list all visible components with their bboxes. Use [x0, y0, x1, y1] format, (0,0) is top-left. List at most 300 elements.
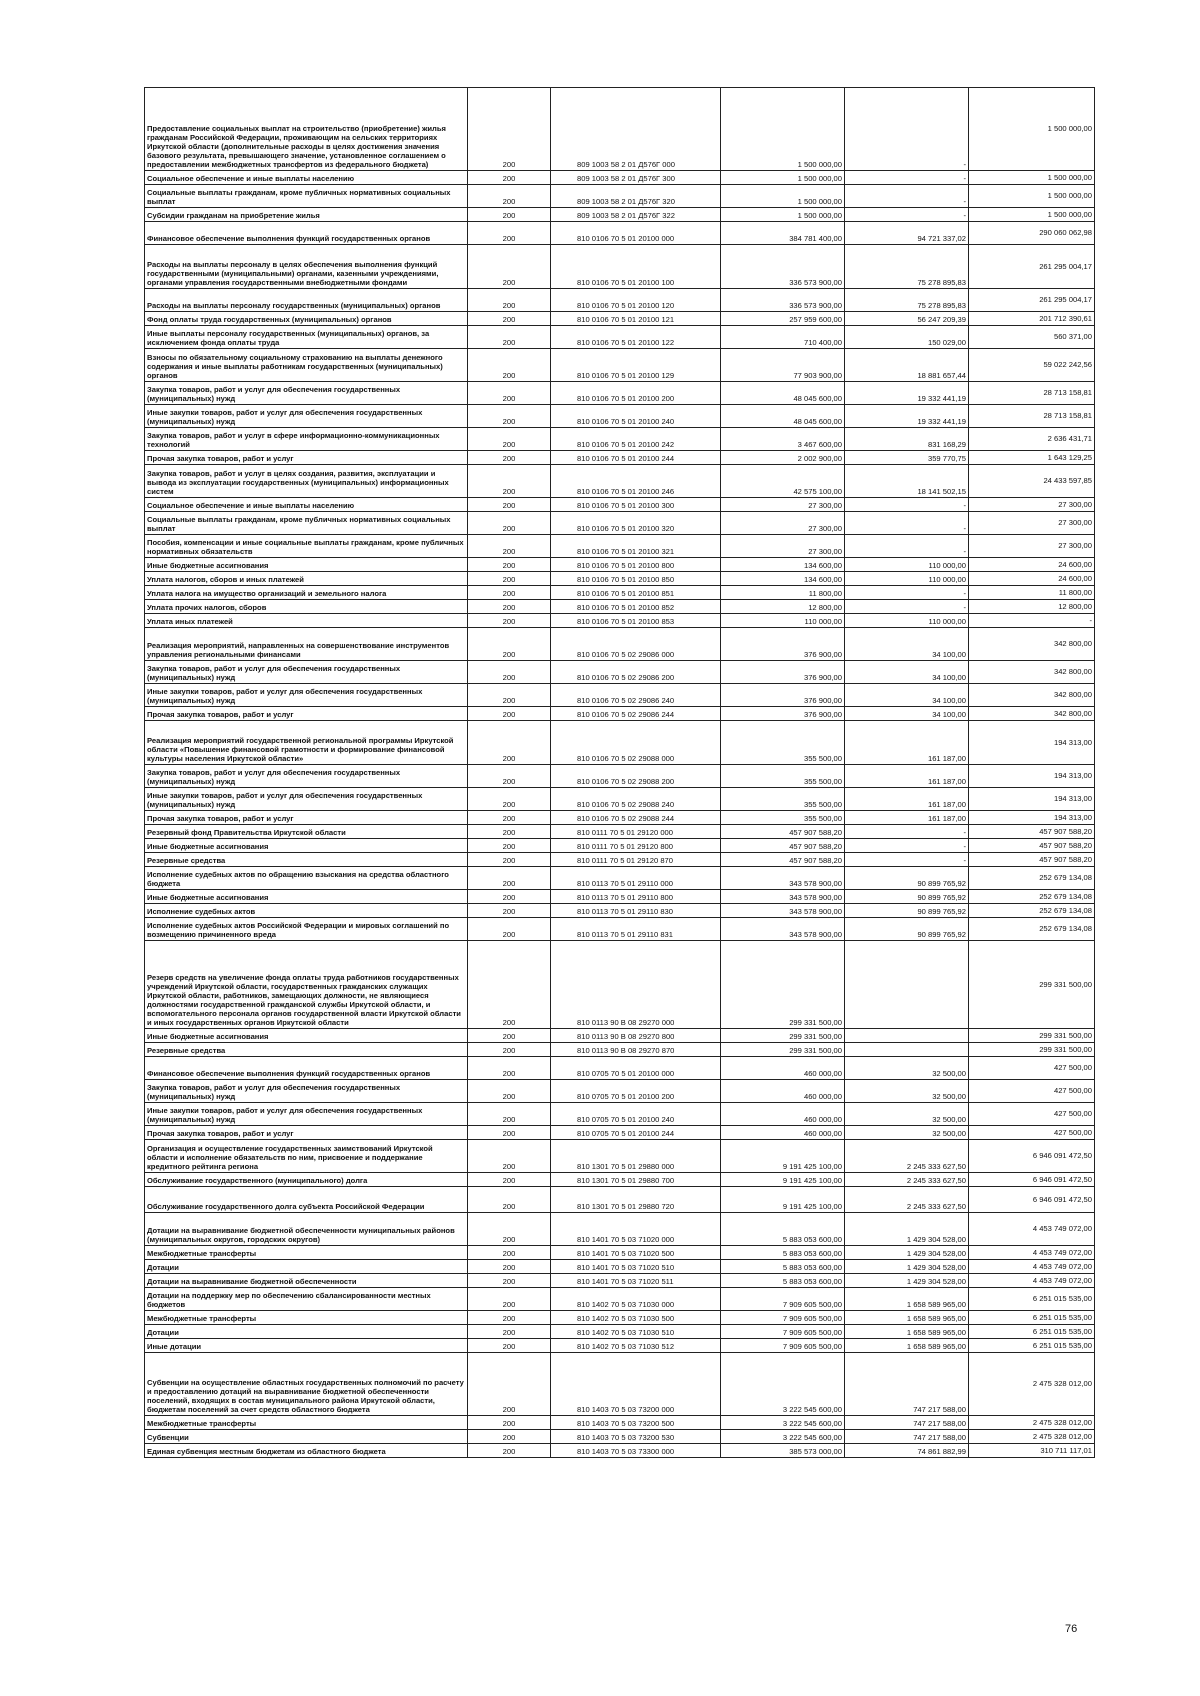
row-approved-cell: 355 500,00	[721, 811, 845, 825]
row-budget-code-cell: 810 0106 70 5 01 20100 000	[551, 222, 721, 245]
row-line-code-cell: 200	[468, 208, 551, 222]
row-executed-cell: 1 429 304 528,00	[845, 1213, 969, 1246]
table-row	[145, 904, 1095, 918]
row-budget-code-cell: 810 0106 70 5 02 29088 244	[551, 811, 721, 825]
row-remaining-cell: 299 331 500,00	[969, 1029, 1095, 1043]
row-executed-cell: 75 278 895,83	[845, 245, 969, 289]
row-remaining-cell: 6 946 091 472,50	[969, 1187, 1095, 1213]
row-line-code-cell: 200	[468, 451, 551, 465]
row-line-code-cell: 200	[468, 839, 551, 853]
row-budget-code-cell: 810 0106 70 5 01 20100 300	[551, 498, 721, 512]
row-executed-cell: 18 141 502,15	[845, 465, 969, 498]
row-remaining-cell: 194 313,00	[969, 811, 1095, 825]
row-budget-code-cell: 810 0106 70 5 01 20100 246	[551, 465, 721, 498]
row-budget-code-cell: 810 0106 70 5 01 20100 120	[551, 289, 721, 312]
row-line-code-cell: 200	[468, 614, 551, 628]
row-executed-cell	[845, 941, 969, 1029]
row-remaining-cell: 6 946 091 472,50	[969, 1140, 1095, 1173]
row-remaining-cell: 6 251 015 535,00	[969, 1325, 1095, 1339]
table-row	[145, 1274, 1095, 1288]
row-name-cell: Закупка товаров, работ и услуг для обеспечения государственных (муниципальных) нужд	[145, 1080, 468, 1103]
row-line-code-cell: 200	[468, 904, 551, 918]
table-row	[145, 185, 1095, 208]
row-line-code-cell: 200	[468, 1444, 551, 1458]
row-line-code-cell: 200	[468, 1126, 551, 1140]
row-name-cell: Обслуживание государственного (муниципального) долга	[145, 1173, 468, 1187]
row-budget-code-cell: 809 1003 58 2 01 Д576Г 320	[551, 185, 721, 208]
row-name-cell: Исполнение судебных актов Российской Федерации и мировых соглашений по возмещению причиненного вреда	[145, 918, 468, 941]
row-remaining-cell: 252 679 134,08	[969, 890, 1095, 904]
row-name-cell: Социальные выплаты гражданам, кроме публичных нормативных социальных выплат	[145, 185, 468, 208]
table-row	[145, 628, 1095, 661]
row-line-code-cell: 200	[468, 1430, 551, 1444]
row-budget-code-cell: 810 0705 70 5 01 20100 244	[551, 1126, 721, 1140]
row-remaining-cell: 1 643 129,25	[969, 451, 1095, 465]
row-budget-code-cell: 810 0113 90 В 08 29270 800	[551, 1029, 721, 1043]
row-remaining-cell: 1 500 000,00	[969, 88, 1095, 171]
row-approved-cell: 460 000,00	[721, 1126, 845, 1140]
row-name-cell: Предоставление социальных выплат на строительство (приобретение) жилья гражданам Российской Федерации, проживающим на сельских территориях Иркутской области (дополнительные расходы в целях достижения значения базового результата, превышающего значение, установленное соглашением о предоставлении межбюджетных трансфертов из федерального бюджета)	[145, 88, 468, 171]
row-line-code-cell: 200	[468, 825, 551, 839]
row-budget-code-cell: 810 1401 70 5 03 71020 500	[551, 1246, 721, 1260]
row-budget-code-cell: 810 0111 70 5 01 29120 000	[551, 825, 721, 839]
table-row	[145, 1288, 1095, 1311]
row-line-code-cell: 200	[468, 245, 551, 289]
row-name-cell: Финансовое обеспечение выполнения функций государственных органов	[145, 222, 468, 245]
row-executed-cell: 747 217 588,00	[845, 1353, 969, 1416]
row-name-cell: Прочая закупка товаров, работ и услуг	[145, 451, 468, 465]
row-executed-cell: -	[845, 825, 969, 839]
row-executed-cell: -	[845, 535, 969, 558]
row-budget-code-cell: 810 0106 70 5 01 20100 851	[551, 586, 721, 600]
row-approved-cell: 460 000,00	[721, 1080, 845, 1103]
row-line-code-cell: 200	[468, 661, 551, 684]
row-remaining-cell: 194 313,00	[969, 721, 1095, 765]
row-line-code-cell: 200	[468, 867, 551, 890]
row-executed-cell: 161 187,00	[845, 765, 969, 788]
budget-execution-table	[144, 87, 1095, 1458]
row-name-cell: Резервный фонд Правительства Иркутской области	[145, 825, 468, 839]
row-name-cell: Прочая закупка товаров, работ и услуг	[145, 707, 468, 721]
row-name-cell: Социальные выплаты гражданам, кроме публичных нормативных социальных выплат	[145, 512, 468, 535]
row-remaining-cell: 457 907 588,20	[969, 825, 1095, 839]
row-approved-cell: 299 331 500,00	[721, 1029, 845, 1043]
row-remaining-cell: 342 800,00	[969, 684, 1095, 707]
row-approved-cell: 9 191 425 100,00	[721, 1140, 845, 1173]
row-budget-code-cell: 810 1301 70 5 01 29880 000	[551, 1140, 721, 1173]
row-executed-cell: -	[845, 185, 969, 208]
row-line-code-cell: 200	[468, 171, 551, 185]
row-name-cell: Иные дотации	[145, 1339, 468, 1353]
table-row	[145, 245, 1095, 289]
row-line-code-cell: 200	[468, 1103, 551, 1126]
row-budget-code-cell: 810 1401 70 5 03 71020 000	[551, 1213, 721, 1246]
table-row	[145, 1311, 1095, 1325]
row-budget-code-cell: 810 0106 70 5 01 20100 122	[551, 326, 721, 349]
row-line-code-cell: 200	[468, 600, 551, 614]
row-remaining-cell: 4 453 749 072,00	[969, 1274, 1095, 1288]
table-row	[145, 1057, 1095, 1080]
row-line-code-cell: 200	[468, 312, 551, 326]
row-remaining-cell: 560 371,00	[969, 326, 1095, 349]
row-remaining-cell: 24 600,00	[969, 558, 1095, 572]
table-body	[145, 88, 1095, 1458]
table-row	[145, 684, 1095, 707]
row-approved-cell: 9 191 425 100,00	[721, 1173, 845, 1187]
row-line-code-cell: 200	[468, 222, 551, 245]
row-budget-code-cell: 810 0705 70 5 01 20100 000	[551, 1057, 721, 1080]
row-name-cell: Закупка товаров, работ и услуг в целях создания, развития, эксплуатации и вывода из эксплуатации государственных (муниципальных) информационных систем	[145, 465, 468, 498]
row-remaining-cell: 252 679 134,08	[969, 867, 1095, 890]
row-name-cell: Субвенции	[145, 1430, 468, 1444]
row-budget-code-cell: 810 0106 70 5 01 20100 321	[551, 535, 721, 558]
row-name-cell: Резерв средств на увеличение фонда оплаты труда работников государственных учреждений Иркутской области, государственных гражданских служащих Иркутской области, работников, замещающих должности, не являющиеся должностями государственной гражданской службы Иркутской области, и вспомогательного персонала органов государственной власти Иркутской области и иных государственных органов Иркутской области	[145, 941, 468, 1029]
table-row	[145, 428, 1095, 451]
row-remaining-cell: 2 636 431,71	[969, 428, 1095, 451]
table-row	[145, 535, 1095, 558]
row-executed-cell: -	[845, 853, 969, 867]
row-line-code-cell: 200	[468, 1173, 551, 1187]
row-approved-cell: 299 331 500,00	[721, 1043, 845, 1057]
row-remaining-cell: 2 475 328 012,00	[969, 1416, 1095, 1430]
table-row	[145, 839, 1095, 853]
row-line-code-cell: 200	[468, 465, 551, 498]
row-executed-cell: 1 658 589 965,00	[845, 1339, 969, 1353]
row-name-cell: Пособия, компенсации и иные социальные выплаты гражданам, кроме публичных нормативных обязательств	[145, 535, 468, 558]
row-name-cell: Межбюджетные трансферты	[145, 1416, 468, 1430]
row-budget-code-cell: 810 0113 70 5 01 29110 800	[551, 890, 721, 904]
row-approved-cell: 7 909 605 500,00	[721, 1311, 845, 1325]
row-remaining-cell: 4 453 749 072,00	[969, 1246, 1095, 1260]
row-name-cell: Взносы по обязательному социальному страхованию на выплаты денежного содержания и иные выплаты работникам государственных (муниципальных) органов	[145, 349, 468, 382]
row-remaining-cell: 299 331 500,00	[969, 1043, 1095, 1057]
row-executed-cell: -	[845, 600, 969, 614]
row-executed-cell: 34 100,00	[845, 684, 969, 707]
row-approved-cell: 27 300,00	[721, 535, 845, 558]
row-approved-cell: 7 909 605 500,00	[721, 1339, 845, 1353]
row-line-code-cell: 200	[468, 1187, 551, 1213]
row-line-code-cell: 200	[468, 788, 551, 811]
row-approved-cell: 7 909 605 500,00	[721, 1288, 845, 1311]
row-executed-cell: -	[845, 586, 969, 600]
row-remaining-cell: 342 800,00	[969, 661, 1095, 684]
row-approved-cell: 27 300,00	[721, 498, 845, 512]
row-budget-code-cell: 810 1403 70 5 03 73200 500	[551, 1416, 721, 1430]
row-name-cell: Расходы на выплаты персоналу в целях обеспечения выполнения функций государственными (муниципальными) органами, казенными учреждениями, органами управления государственными внебюджетными фондами	[145, 245, 468, 289]
row-line-code-cell: 200	[468, 498, 551, 512]
row-executed-cell: 90 899 765,92	[845, 904, 969, 918]
row-line-code-cell: 200	[468, 1043, 551, 1057]
row-budget-code-cell: 810 1301 70 5 01 29880 720	[551, 1187, 721, 1213]
row-executed-cell: -	[845, 498, 969, 512]
row-budget-code-cell: 810 0106 70 5 01 20100 320	[551, 512, 721, 535]
row-approved-cell: 3 467 600,00	[721, 428, 845, 451]
table-row	[145, 171, 1095, 185]
row-remaining-cell: 28 713 158,81	[969, 405, 1095, 428]
row-budget-code-cell: 810 0106 70 5 01 20100 244	[551, 451, 721, 465]
row-executed-cell: 56 247 209,39	[845, 312, 969, 326]
row-approved-cell: 355 500,00	[721, 721, 845, 765]
row-name-cell: Иные бюджетные ассигнования	[145, 890, 468, 904]
table-row	[145, 1043, 1095, 1057]
row-remaining-cell: 1 500 000,00	[969, 185, 1095, 208]
row-approved-cell: 5 883 053 600,00	[721, 1260, 845, 1274]
row-line-code-cell: 200	[468, 572, 551, 586]
row-remaining-cell: 24 433 597,85	[969, 465, 1095, 498]
row-approved-cell: 457 907 588,20	[721, 825, 845, 839]
row-line-code-cell: 200	[468, 721, 551, 765]
row-name-cell: Иные закупки товаров, работ и услуг для обеспечения государственных (муниципальных) нужд	[145, 788, 468, 811]
row-executed-cell: 161 187,00	[845, 788, 969, 811]
row-name-cell: Дотации на выравнивание бюджетной обеспеченности	[145, 1274, 468, 1288]
table-row	[145, 1339, 1095, 1353]
table-row	[145, 721, 1095, 765]
row-remaining-cell: 6 946 091 472,50	[969, 1173, 1095, 1187]
row-approved-cell: 336 573 900,00	[721, 245, 845, 289]
row-executed-cell: 94 721 337,02	[845, 222, 969, 245]
row-line-code-cell: 200	[468, 853, 551, 867]
row-budget-code-cell: 810 0106 70 5 01 20100 853	[551, 614, 721, 628]
row-name-cell: Организация и осуществление государственных заимствований Иркутской области и исполнение обязательств по ним, присвоение и поддержание кредитного рейтинга региона	[145, 1140, 468, 1173]
row-budget-code-cell: 810 1402 70 5 03 71030 500	[551, 1311, 721, 1325]
table-row	[145, 1029, 1095, 1043]
row-executed-cell: 34 100,00	[845, 707, 969, 721]
table-row	[145, 600, 1095, 614]
row-budget-code-cell: 810 0106 70 5 01 20100 852	[551, 600, 721, 614]
row-executed-cell: 747 217 588,00	[845, 1416, 969, 1430]
row-budget-code-cell: 810 0705 70 5 01 20100 200	[551, 1080, 721, 1103]
row-executed-cell: 359 770,75	[845, 451, 969, 465]
table-row	[145, 222, 1095, 245]
table-row	[145, 382, 1095, 405]
row-approved-cell: 110 000,00	[721, 614, 845, 628]
row-executed-cell: 1 658 589 965,00	[845, 1288, 969, 1311]
row-approved-cell: 710 400,00	[721, 326, 845, 349]
table-row	[145, 1260, 1095, 1274]
row-remaining-cell: 194 313,00	[969, 765, 1095, 788]
row-remaining-cell: 59 022 242,56	[969, 349, 1095, 382]
row-budget-code-cell: 810 0113 90 В 08 29270 870	[551, 1043, 721, 1057]
row-approved-cell: 376 900,00	[721, 661, 845, 684]
row-approved-cell: 134 600,00	[721, 572, 845, 586]
table-row	[145, 208, 1095, 222]
row-executed-cell: 1 658 589 965,00	[845, 1325, 969, 1339]
row-approved-cell: 7 909 605 500,00	[721, 1325, 845, 1339]
row-executed-cell: -	[845, 171, 969, 185]
row-approved-cell: 355 500,00	[721, 765, 845, 788]
row-line-code-cell: 200	[468, 558, 551, 572]
row-budget-code-cell: 810 1301 70 5 01 29880 700	[551, 1173, 721, 1187]
row-approved-cell: 343 578 900,00	[721, 890, 845, 904]
table-row	[145, 661, 1095, 684]
row-executed-cell: 19 332 441,19	[845, 405, 969, 428]
row-approved-cell: 134 600,00	[721, 558, 845, 572]
table-row	[145, 586, 1095, 600]
table-row	[145, 1353, 1095, 1416]
row-executed-cell: 2 245 333 627,50	[845, 1140, 969, 1173]
table-row	[145, 1246, 1095, 1260]
row-name-cell: Реализация мероприятий, направленных на совершенствование инструментов управления региональными финансами	[145, 628, 468, 661]
table-row	[145, 405, 1095, 428]
row-executed-cell: 90 899 765,92	[845, 890, 969, 904]
table-row	[145, 941, 1095, 1029]
row-line-code-cell: 200	[468, 326, 551, 349]
row-line-code-cell: 200	[468, 1029, 551, 1043]
row-remaining-cell: 252 679 134,08	[969, 904, 1095, 918]
row-budget-code-cell: 810 0106 70 5 02 29088 240	[551, 788, 721, 811]
table-row	[145, 349, 1095, 382]
row-name-cell: Иные закупки товаров, работ и услуг для обеспечения государственных (муниципальных) нужд	[145, 405, 468, 428]
table-row	[145, 498, 1095, 512]
row-name-cell: Иные бюджетные ассигнования	[145, 1029, 468, 1043]
row-approved-cell: 299 331 500,00	[721, 941, 845, 1029]
row-executed-cell: 161 187,00	[845, 811, 969, 825]
table-row	[145, 811, 1095, 825]
row-budget-code-cell: 810 0106 70 5 01 20100 100	[551, 245, 721, 289]
table-row	[145, 867, 1095, 890]
row-budget-code-cell: 810 0106 70 5 02 29088 000	[551, 721, 721, 765]
row-budget-code-cell: 810 1401 70 5 03 71020 511	[551, 1274, 721, 1288]
row-budget-code-cell: 810 1401 70 5 03 71020 510	[551, 1260, 721, 1274]
row-budget-code-cell: 810 0106 70 5 01 20100 850	[551, 572, 721, 586]
row-budget-code-cell: 810 1403 70 5 03 73200 000	[551, 1353, 721, 1416]
row-approved-cell: 3 222 545 600,00	[721, 1416, 845, 1430]
row-line-code-cell: 200	[468, 349, 551, 382]
row-budget-code-cell: 810 0106 70 5 02 29088 200	[551, 765, 721, 788]
row-executed-cell: 150 029,00	[845, 326, 969, 349]
row-approved-cell: 336 573 900,00	[721, 289, 845, 312]
table-row	[145, 289, 1095, 312]
row-executed-cell: 1 429 304 528,00	[845, 1260, 969, 1274]
row-executed-cell: 34 100,00	[845, 628, 969, 661]
row-remaining-cell: 4 453 749 072,00	[969, 1213, 1095, 1246]
row-executed-cell: -	[845, 208, 969, 222]
table-row	[145, 825, 1095, 839]
row-remaining-cell: 27 300,00	[969, 512, 1095, 535]
row-remaining-cell: 2 475 328 012,00	[969, 1430, 1095, 1444]
row-remaining-cell: 2 475 328 012,00	[969, 1353, 1095, 1416]
row-remaining-cell: 427 500,00	[969, 1080, 1095, 1103]
row-approved-cell: 376 900,00	[721, 684, 845, 707]
row-approved-cell: 1 500 000,00	[721, 171, 845, 185]
row-line-code-cell: 200	[468, 1246, 551, 1260]
row-executed-cell: 1 429 304 528,00	[845, 1274, 969, 1288]
row-name-cell: Закупка товаров, работ и услуг для обеспечения государственных (муниципальных) нужд	[145, 765, 468, 788]
row-executed-cell: 75 278 895,83	[845, 289, 969, 312]
row-name-cell: Дотации на поддержку мер по обеспечению сбалансированности местных бюджетов	[145, 1288, 468, 1311]
row-name-cell: Субвенции на осуществление областных государственных полномочий по расчету и предоставлению дотаций на выравнивание бюджетной обеспеченности поселений, входящих в состав муниципального района Иркутской области, бюджетам поселений за счет средств областного бюджета	[145, 1353, 468, 1416]
page-number: 76	[1065, 1623, 1078, 1635]
row-remaining-cell: -	[969, 614, 1095, 628]
row-name-cell: Прочая закупка товаров, работ и услуг	[145, 1126, 468, 1140]
row-line-code-cell: 200	[468, 1260, 551, 1274]
row-budget-code-cell: 810 0113 70 5 01 29110 000	[551, 867, 721, 890]
row-budget-code-cell: 810 1403 70 5 03 73200 530	[551, 1430, 721, 1444]
row-line-code-cell: 200	[468, 941, 551, 1029]
row-executed-cell: 2 245 333 627,50	[845, 1187, 969, 1213]
row-approved-cell: 385 573 000,00	[721, 1444, 845, 1458]
row-budget-code-cell: 810 0111 70 5 01 29120 800	[551, 839, 721, 853]
row-budget-code-cell: 809 1003 58 2 01 Д576Г 300	[551, 171, 721, 185]
row-approved-cell: 48 045 600,00	[721, 405, 845, 428]
row-approved-cell: 77 903 900,00	[721, 349, 845, 382]
row-line-code-cell: 200	[468, 428, 551, 451]
row-executed-cell: 2 245 333 627,50	[845, 1173, 969, 1187]
row-name-cell: Исполнение судебных актов	[145, 904, 468, 918]
row-name-cell: Уплата прочих налогов, сборов	[145, 600, 468, 614]
row-line-code-cell: 200	[468, 289, 551, 312]
row-line-code-cell: 200	[468, 707, 551, 721]
table-row	[145, 1126, 1095, 1140]
row-executed-cell: 32 500,00	[845, 1103, 969, 1126]
table-row	[145, 558, 1095, 572]
row-remaining-cell: 1 500 000,00	[969, 171, 1095, 185]
row-approved-cell: 376 900,00	[721, 628, 845, 661]
row-line-code-cell: 200	[468, 405, 551, 428]
row-executed-cell: -	[845, 839, 969, 853]
row-remaining-cell: 290 060 062,98	[969, 222, 1095, 245]
row-budget-code-cell: 810 0113 70 5 01 29110 831	[551, 918, 721, 941]
row-approved-cell: 384 781 400,00	[721, 222, 845, 245]
row-approved-cell: 11 800,00	[721, 586, 845, 600]
row-budget-code-cell: 810 1402 70 5 03 71030 000	[551, 1288, 721, 1311]
row-executed-cell: 19 332 441,19	[845, 382, 969, 405]
row-approved-cell: 457 907 588,20	[721, 853, 845, 867]
row-approved-cell: 460 000,00	[721, 1057, 845, 1080]
row-approved-cell: 42 575 100,00	[721, 465, 845, 498]
row-budget-code-cell: 810 0113 70 5 01 29110 830	[551, 904, 721, 918]
table-row	[145, 1325, 1095, 1339]
row-name-cell: Единая субвенция местным бюджетам из областного бюджета	[145, 1444, 468, 1458]
row-line-code-cell: 200	[468, 88, 551, 171]
row-remaining-cell: 28 713 158,81	[969, 382, 1095, 405]
row-name-cell: Прочая закупка товаров, работ и услуг	[145, 811, 468, 825]
row-approved-cell: 257 959 600,00	[721, 312, 845, 326]
row-name-cell: Фонд оплаты труда государственных (муниципальных) органов	[145, 312, 468, 326]
table-row	[145, 451, 1095, 465]
row-budget-code-cell: 810 0106 70 5 02 29086 240	[551, 684, 721, 707]
row-line-code-cell: 200	[468, 890, 551, 904]
row-line-code-cell: 200	[468, 1288, 551, 1311]
row-name-cell: Межбюджетные трансферты	[145, 1246, 468, 1260]
row-name-cell: Реализация мероприятий государственной региональной программы Иркутской области «Повышение финансовой грамотности и формирование финансовой культуры населения Иркутской области»	[145, 721, 468, 765]
row-name-cell: Субсидии гражданам на приобретение жилья	[145, 208, 468, 222]
row-executed-cell: 1 429 304 528,00	[845, 1246, 969, 1260]
row-budget-code-cell: 810 1403 70 5 03 73300 000	[551, 1444, 721, 1458]
row-remaining-cell: 201 712 390,61	[969, 312, 1095, 326]
row-name-cell: Дотации	[145, 1260, 468, 1274]
row-name-cell: Дотации	[145, 1325, 468, 1339]
row-executed-cell: 32 500,00	[845, 1126, 969, 1140]
row-approved-cell: 3 222 545 600,00	[721, 1353, 845, 1416]
row-approved-cell: 9 191 425 100,00	[721, 1187, 845, 1213]
row-line-code-cell: 200	[468, 628, 551, 661]
row-budget-code-cell: 810 0106 70 5 01 20100 242	[551, 428, 721, 451]
row-executed-cell: 1 658 589 965,00	[845, 1311, 969, 1325]
row-remaining-cell: 261 295 004,17	[969, 289, 1095, 312]
row-budget-code-cell: 810 0106 70 5 02 29086 244	[551, 707, 721, 721]
row-line-code-cell: 200	[468, 535, 551, 558]
row-name-cell: Иные бюджетные ассигнования	[145, 839, 468, 853]
row-line-code-cell: 200	[468, 586, 551, 600]
row-name-cell: Резервные средства	[145, 853, 468, 867]
row-name-cell: Исполнение судебных актов по обращению взыскания на средства областного бюджета	[145, 867, 468, 890]
table-row	[145, 1103, 1095, 1126]
row-approved-cell: 12 800,00	[721, 600, 845, 614]
row-remaining-cell: 299 331 500,00	[969, 941, 1095, 1029]
table-row	[145, 1187, 1095, 1213]
row-executed-cell: 74 861 882,99	[845, 1444, 969, 1458]
